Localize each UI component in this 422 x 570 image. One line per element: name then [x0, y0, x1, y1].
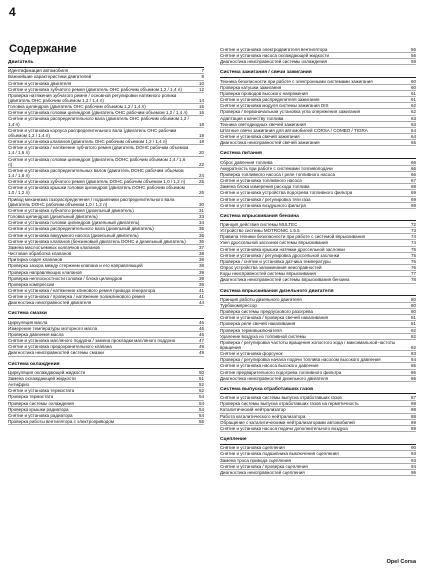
toc-entry-page: 67: [410, 178, 416, 184]
toc-entry-page: 39: [198, 275, 204, 281]
toc-entry-text: Снятие и установка / натяжение клинового ремня привода генератора: [8, 287, 156, 293]
toc-entry-page: 85: [410, 363, 416, 369]
toc-entry-text: Проверка компрессии: [8, 281, 54, 287]
toc-entry-text: Принцип работы дизельного двигателя: [220, 296, 302, 302]
toc-entry-page: 12: [198, 86, 204, 92]
toc-entry-text: Притирка седел клапанов: [8, 257, 63, 263]
toc-entry-page: 90: [410, 445, 416, 451]
toc-entry[interactable]: [220, 340, 416, 351]
toc-entry[interactable]: [8, 145, 204, 156]
toc-entry-text: Снятие и установка насоса охлаждающей жидкости: [220, 53, 329, 59]
toc-entry-page: 14: [198, 97, 204, 103]
toc-entry-page: 64: [410, 134, 416, 140]
toc-entry-text: Снятие и установка масляного поддона / замена прокладки масляного поддона: [8, 338, 176, 344]
toc-section: [8, 60, 204, 306]
toc-entry[interactable]: [8, 128, 204, 139]
toc-entry-text: Проверка термостата: [8, 394, 54, 400]
toc-entry-text: Замена троса привода сцепления: [220, 457, 291, 463]
section-title: Система смазки: [8, 311, 204, 319]
toc-entry-page: 54: [198, 406, 204, 412]
toc-entry-text: Снятие и установка термостата: [8, 388, 75, 394]
toc-entry-page: 87: [410, 395, 416, 401]
toc-entry-text: Снятие и установка форсунок: [220, 351, 283, 357]
toc-entry-text: Снятие и установка модуля системы зажигания DIS: [220, 103, 329, 109]
toc-section: [220, 387, 416, 432]
toc-entry[interactable]: [220, 376, 416, 382]
toc-entry-text: Снятие и установка устройства подогрева топливного фильтра: [220, 190, 353, 196]
toc-entry-page: 66: [410, 159, 416, 165]
toc-entry-page: 37: [198, 244, 204, 250]
toc-section: [220, 151, 416, 208]
toc-entry-text: Опрос устройства запоминания неисправностей: [220, 265, 322, 271]
toc-entry-text: Снятие и установка корпуса распределительного вала (двигатель ОНС рабочим объемом 1,2 / 1,4 л): [8, 127, 177, 138]
toc-entry-page: 72: [410, 222, 416, 227]
toc-entry-text: Снятие и установка электродвигателя вентилятора: [220, 47, 328, 52]
toc-entry-text: Снятие и установка радиатора: [8, 412, 73, 418]
toc-entry-text: Снятие и установка / регулировка тяги газа: [220, 196, 311, 202]
toc-entry-text: Снятие и установка головки цилиндров (дизельный двигатель): [8, 220, 140, 226]
toc-entry-text: Проверка термовыключателя: [220, 327, 282, 333]
toc-entry-text: Проверка крышки радиатора: [8, 406, 69, 412]
toc-entry-text: Диагностика неисправностей системы впрыскивания бензина: [220, 277, 350, 283]
toc-entry-text: Чистовая обработка клапанов: [8, 251, 72, 257]
toc-entry-page: 34: [198, 220, 204, 226]
toc-entry-page: 88: [410, 407, 416, 413]
toc-entry-page: 64: [410, 127, 416, 133]
toc-entry-page: 49: [198, 344, 204, 350]
toc-entry[interactable]: [220, 59, 416, 65]
toc-entry-text: Снятие предварительного подогрева топливного фильтра: [220, 369, 342, 375]
toc-entry[interactable]: [8, 300, 204, 306]
section-title: Двигатель: [8, 60, 204, 68]
toc-entry-text: Принцип действия системы MULTEC: [220, 222, 298, 227]
toc-entry-page: 75: [410, 246, 416, 252]
toc-section: [220, 214, 416, 284]
toc-entry-text: Техника безопасности при работе с электронными системами зажигания: [220, 78, 373, 84]
toc-entry[interactable]: [8, 157, 204, 168]
toc-entry-text: Правила техники безопасности при работе с системой впрыскивания: [220, 234, 366, 240]
toc-entry-page: 51: [198, 375, 204, 381]
toc-entry-page: 54: [198, 400, 204, 406]
toc-entry-text: Снятие и установка насоса высокого давления: [220, 363, 319, 369]
toc-entry-page: 59: [410, 59, 416, 65]
toc-entry-page: 69: [410, 202, 416, 208]
toc-entry-page: 66: [410, 165, 416, 171]
toc-entry[interactable]: [8, 168, 204, 179]
toc-entry[interactable]: [220, 140, 416, 146]
toc-entry-page: 61: [410, 90, 416, 96]
toc-entry-text: Снятие и установка распределительных валов (двигатель DOHC рабочим объемом 1,4 / 1,6 л): [8, 167, 184, 178]
toc-entry-page: 84: [410, 357, 416, 363]
toc-entry-page: 73: [410, 228, 416, 234]
toc-entry[interactable]: [8, 93, 204, 104]
toc-entry-text: Снятие и установка / проверка / натяжение поликлинового ремня: [8, 294, 145, 300]
toc-section: [220, 70, 416, 146]
toc-entry-page: 89: [410, 419, 416, 425]
toc-entry-text: Снятие и установка / проверка свечей накаливания: [220, 315, 329, 321]
section-title: Система выпуска отработавших газов: [220, 387, 416, 395]
toc-entry-text: Проверка неплоскостности головки / блока цилиндров: [8, 275, 123, 281]
toc-entry-text: Коды неисправностей системы впрыскивания: [220, 271, 316, 277]
toc-entry-page: 38: [198, 263, 204, 269]
toc-entry-page: 22: [198, 161, 204, 167]
toc-entry-page: 10: [198, 80, 204, 86]
toc-column-left: [8, 60, 204, 430]
toc-entry-text: Снятие и установка крышки натяжки дроссельной заслонки: [220, 246, 345, 252]
toc-entry-text: Узел дроссельной заслонки системы впрыскивания: [220, 240, 328, 246]
toc-entry-page: 20: [198, 150, 204, 156]
toc-entry-text: Снятие и установка / проверка сцепления: [220, 463, 308, 469]
toc-entry-page: 69: [410, 190, 416, 196]
toc-entry-text: Снятие и установка распределительного вала (двигатель ОНС рабочим объемом 1,2 / 1,4 л): [8, 116, 189, 127]
toc-entry-page: 75: [410, 252, 416, 258]
toc-entry-text: Привод механизма газораспределения / подшипники распределительного вала (двигатель DOHC рабочим объемом 1,0 / 1,2 л): [8, 196, 175, 207]
section-title: Система питания: [220, 151, 416, 159]
toc-entry-text: Головка цилиндров (дизельный двигатель): [8, 214, 98, 220]
toc-entry-text: Устройство системы MOTRONIC 1.5.5: [220, 228, 300, 234]
toc-entry-text: Проверка / снятие и установка датчика температуры: [220, 258, 331, 264]
toc-entry-text: Замена маслосъемных колпачков клапанов: [8, 244, 100, 250]
toc-entry[interactable]: [220, 277, 416, 283]
toc-entry-text: Проверка системы выпуска отработавших газов на герметичность: [220, 401, 359, 407]
section-title: Система впрыскивания дизельного двигателя: [220, 289, 416, 297]
toc-entry-page: 94: [410, 463, 416, 469]
toc-entry-text: Снятие и установка воздушного фильтра: [220, 202, 306, 208]
toc-entry-page: 80: [410, 309, 416, 315]
toc-entry-page: 39: [198, 281, 204, 287]
toc-entry-text: Проверка направляющих клапанов: [8, 269, 82, 275]
toc-entry-text: Проверка / регулировка начала подачи топлива насосом высокого давления: [220, 357, 381, 363]
toc-entry-page: 19: [198, 132, 204, 138]
toc-entry-page: 82: [410, 327, 416, 333]
toc-entry-text: Снятие и установка зубчатого ремня (дизельный двигатель): [8, 207, 134, 213]
toc-entry-page: 81: [410, 321, 416, 327]
toc-entry-page: 93: [410, 451, 416, 457]
toc-entry-text: Снятие и установка системы выпуска отработавших газов: [220, 395, 342, 401]
toc-entry-page: 50: [198, 369, 204, 375]
toc-entry-text: Обращение с каталитическими нейтрализаторами автомобилей: [220, 419, 355, 425]
toc-entry-page: 46: [198, 331, 204, 337]
toc-entry-text: Диагностика неисправностей системы охлаждения: [220, 59, 327, 65]
toc-entry-page: 15: [198, 104, 204, 110]
toc-entry-page: 47: [198, 338, 204, 344]
toc-entry-page: 54: [198, 394, 204, 400]
toc-entry-text: Снятие и установка топливного насоса: [220, 178, 302, 184]
page-number: 4: [9, 5, 16, 19]
brand-footer: Opel Corsa: [386, 559, 416, 565]
toc-entry-text: Проверка / первоначальная установка угла опережения зажигания: [220, 109, 361, 115]
toc-entry-text: Диагностика неисправностей свечей зажигания: [220, 140, 320, 146]
toc-entry-page: 82: [410, 333, 416, 339]
toc-entry-page: 78: [410, 277, 416, 283]
toc-entry-page: 39: [198, 269, 204, 275]
toc-entry-page: 95: [410, 469, 416, 475]
toc-entry-text: Проверка реле свечей накаливания: [220, 321, 296, 327]
toc-entry-page: 52: [198, 382, 204, 388]
toc-entry-page: 82: [410, 345, 416, 350]
toc-entry-page: 60: [410, 78, 416, 84]
toc-column-right: [220, 47, 416, 481]
toc-entry-text: Снятие и установка клапанов (двигатель ОНС рабочим объемом 1,2 / 1,4 л): [8, 139, 167, 145]
toc-entry-text: Техника светодиодных свечей зажигания: [220, 121, 306, 127]
toc-entry-page: 81: [410, 315, 416, 321]
toc-entry-page: 55: [198, 419, 204, 424]
toc-entry-page: 68: [410, 184, 416, 190]
toc-entry-page: 76: [410, 265, 416, 271]
toc-entry-page: 18: [198, 121, 204, 127]
toc-entry-page: 38: [198, 251, 204, 257]
toc-entry-text: Снятие и установка головки цилиндров (двигатель DOHC рабочим объемом 1,4 / 1,6 л): [8, 156, 186, 167]
toc-entry-page: 41: [198, 294, 204, 300]
toc-entry-page: 86: [410, 369, 416, 375]
toc-entry-text: Снятие и установка клапанов (бензиновый двигатель DOHC и дизельный двигатель): [8, 238, 186, 244]
toc-entry-page: 24: [198, 173, 204, 178]
toc-entry-page: 63: [410, 115, 416, 121]
toc-entry-text: Снятие и установка зубчатого ремня (двигатель ОНС рабочим объемом 1,2 / 1,4 л): [8, 86, 182, 92]
toc-entry-page: 80: [410, 302, 416, 308]
section-title: Сцепление: [220, 437, 416, 445]
toc-section: [8, 362, 204, 426]
toc-entry-text: Снятие и установка / регулировка дроссельной заслонки: [220, 252, 340, 258]
toc-entry-page: 63: [410, 121, 416, 127]
toc-entry-page: 46: [198, 325, 204, 331]
toc-entry-page: 30: [198, 201, 204, 207]
toc-entry-text: Штатные свечи зажигания для автомобилей CORSA / COMBO / TIGRA: [220, 127, 368, 133]
toc-entry-page: 49: [198, 350, 204, 356]
toc-entry-text: Снятие и установка двигателя: [8, 80, 72, 86]
toc-entry-text: Снятие и установка распределительного вала (дизельный двигатель): [8, 226, 154, 232]
toc-entry-page: 46: [198, 319, 204, 325]
toc-entry-page: 88: [410, 401, 416, 407]
toc-entry-page: 31: [198, 207, 204, 213]
toc-entry-text: Проверка работы вентилятора с электроприводом: [8, 419, 115, 424]
toc-entry-text: Турбокомпрессор: [220, 302, 257, 308]
toc-entry-text: Замена блока измерения расхода топлива: [220, 184, 310, 190]
toc-entry[interactable]: [8, 419, 204, 425]
toc-entry-page: 80: [410, 296, 416, 302]
toc-entry-text: Диагностика неисправностей системы смазки: [8, 350, 104, 356]
toc-entry-text: Проверка катушки зажигания: [220, 84, 282, 90]
toc-entry-page: 60: [410, 84, 416, 90]
toc-entry-page: 66: [410, 171, 416, 177]
toc-entry-page: 25: [198, 179, 204, 185]
toc-entry-text: Проверка системы предпускового разогрева: [220, 309, 313, 315]
toc-entry-page: 62: [410, 109, 416, 115]
toc-entry-text: Снятие и установка свечей зажигания: [220, 134, 300, 140]
toc-entry-page: 56: [410, 47, 416, 52]
toc-entry-page: 89: [410, 425, 416, 431]
toc-entry-page: 33: [198, 214, 204, 220]
page-title: Содержание: [9, 43, 77, 55]
toc-entry-text: Каталитический нейтрализатор: [220, 407, 286, 413]
toc-entry[interactable]: [8, 350, 204, 356]
toc-entry-page: 93: [410, 457, 416, 463]
toc-entry-text: Проверка давления масла: [8, 331, 64, 337]
toc-entry-page: 52: [198, 388, 204, 394]
toc-entry[interactable]: [220, 203, 416, 209]
toc-entry-text: Важнейшие характеристики двигателей: [8, 74, 92, 80]
toc-entry-text: Диагностика неисправностей двигателя: [8, 300, 92, 306]
toc-entry-page: 41: [198, 287, 204, 293]
toc-entry-text: Снятие и установка насоса подачи дополнительного воздуха: [220, 425, 348, 431]
toc-entry-text: Адаптация к качеству топлива: [220, 115, 284, 121]
toc-entry-text: Замена охлаждающей жидкости: [8, 375, 76, 381]
toc-entry-text: Проверка натяжения зубчатого ремня / основной регулировки натяжного ролика (двигатель ОНС рабочим объемом 1,2 / 1,4 л): [8, 92, 177, 103]
toc-entry-page: 36: [198, 238, 204, 244]
toc-entry-page: 19: [198, 139, 204, 145]
toc-entry-page: 65: [410, 140, 416, 146]
toc-section: [8, 311, 204, 356]
toc-entry-page: 38: [198, 257, 204, 263]
toc-entry-text: Снятие и установка предохранительного клапана: [8, 344, 112, 350]
toc-entry-text: Снятие и установка головки цилиндров (двигатель ОНС рабочим объемом 1,2 / 1,4 л): [8, 110, 188, 116]
toc-entry[interactable]: [8, 197, 204, 208]
toc-entry-text: Снятие и установка зубчатого ремня (двигатель DOHC рабочим объемом 1,0 / 1,2 л): [8, 179, 186, 185]
toc-entry-text: Проверка / регулировка частоты вращения холостого хода / максимальной частоты вращения: [220, 339, 396, 350]
toc-entry-page: 26: [198, 190, 204, 196]
toc-entry-text: Снятие и установка сцепления: [220, 445, 285, 451]
toc-entry-page: 74: [410, 234, 416, 240]
toc-entry-text: Сброс давления топлива: [220, 159, 273, 165]
toc-entry[interactable]: [8, 185, 204, 196]
toc-entry-page: 35: [198, 226, 204, 232]
toc-entry-page: 16: [198, 110, 204, 116]
toc-entry-page: 56: [410, 53, 416, 59]
toc-entry-page: 9: [201, 74, 204, 80]
toc-entry-text: Измерение температуры моторного масла: [8, 325, 98, 331]
toc-entry-text: Снятие и установка / натяжение зубчатого ремня (двигатель DOHC рабочим объемом 1,4 / 1,6 л): [8, 145, 189, 156]
toc-entry-text: Аккуратность при работе с системами топливоподачи: [220, 165, 333, 171]
toc-entry-text: Проверка зазора между стержнем клапана и его направляющей: [8, 263, 143, 269]
toc-entry-page: 61: [410, 97, 416, 103]
toc-entry-text: Идентификация автомобиля: [8, 68, 69, 74]
toc-section: [220, 437, 416, 476]
section-title: Система зажигания / свечи зажигания: [220, 70, 416, 78]
toc-entry-page: 69: [410, 196, 416, 202]
toc-entry-text: Снятие и установка распределителя зажигания: [220, 97, 320, 103]
toc-entry-page: 77: [410, 271, 416, 277]
toc-entry[interactable]: [220, 426, 416, 432]
toc-section: [220, 289, 416, 382]
toc-entry[interactable]: [220, 470, 416, 476]
toc-entry-text: Головка цилиндров (двигатель ОНС рабочим объемом 1,2 / 1,4 л): [8, 104, 146, 110]
toc-entry-page: 54: [198, 412, 204, 418]
toc-entry-page: 83: [410, 351, 416, 357]
toc-entry-text: Циркуляция масла: [8, 319, 48, 325]
toc-entry-text: Снятие и установка крышки головки цилиндров (двигатель DOHC рабочим объемом 1,0 / 1,2 л): [8, 185, 185, 196]
toc-entry-text: Проверка топливного насоса / реле топливного насоса: [220, 171, 336, 177]
toc-entry-text: Диагностика неисправностей дизельного двигателя: [220, 375, 329, 381]
toc-entry-text: Снятие и установка подшипника выключения сцепления: [220, 451, 339, 457]
toc-entry-text: Работа каталитического нейтрализатора: [220, 413, 306, 419]
toc-entry-text: Проверка проводов высокого напряжения: [220, 90, 308, 96]
toc-entry-text: Проверка системы охлаждения: [8, 400, 74, 406]
toc-entry-text: Снятие и установка вакуумного насоса (дизельный двигатель): [8, 232, 139, 238]
toc-entry-text: Удаление воздуха из топливной системы: [220, 333, 307, 339]
toc-entry-page: 7: [201, 68, 204, 74]
toc-entry-page: 62: [410, 103, 416, 109]
toc-entry-page: 36: [198, 232, 204, 238]
toc-entry-page: 44: [198, 300, 204, 306]
toc-entry[interactable]: [8, 116, 204, 127]
section-title: Система впрыскивания бензина: [220, 214, 416, 222]
toc-entry-page: 75: [410, 258, 416, 264]
toc-section: [220, 47, 416, 65]
toc-entry-text: Циркуляция охлаждающей жидкости: [8, 369, 86, 375]
toc-entry-text: Диагностика неисправностей сцепления: [220, 469, 305, 475]
toc-entry-page: 86: [410, 375, 416, 381]
toc-entry-page: 88: [410, 413, 416, 419]
section-title: Система охлаждения: [8, 362, 204, 370]
toc-entry-page: 74: [410, 240, 416, 246]
toc-entry-text: Антифриз: [8, 382, 29, 388]
